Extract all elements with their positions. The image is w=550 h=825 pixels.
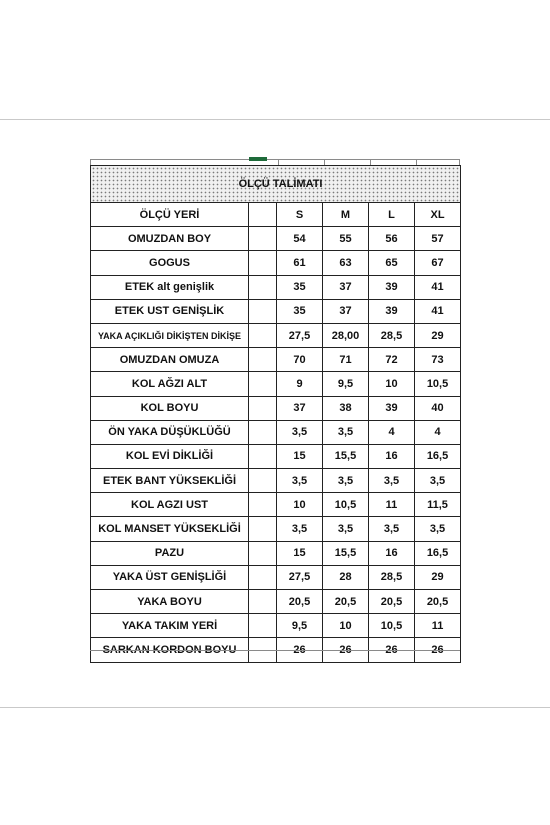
value-cell-s: 15: [277, 541, 323, 565]
measurement-label: ETEK alt genişlik: [91, 275, 249, 299]
value-cell-xl: 11,5: [415, 493, 461, 517]
table-row: [91, 590, 461, 614]
gap-cell: [249, 299, 277, 323]
value-cell-xl: 41: [415, 299, 461, 323]
value-cell-l: 28,5: [369, 323, 415, 347]
value-cell-l: 20,5: [369, 590, 415, 614]
value-cell-m: 71: [323, 348, 369, 372]
value-cell-xl: 67: [415, 251, 461, 275]
value-cell-s: 35: [277, 275, 323, 299]
spreadsheet-area: [90, 159, 460, 656]
measurement-label: YAKA BOYU: [91, 590, 249, 614]
value-cell-s: 3,5: [277, 517, 323, 541]
table-row: [91, 396, 461, 420]
gap-cell: [249, 493, 277, 517]
value-cell-xl: 16,5: [415, 541, 461, 565]
gap-cell: [249, 275, 277, 299]
value-cell-l: 39: [369, 299, 415, 323]
gap-cell: [249, 469, 277, 493]
table-row: [91, 251, 461, 275]
header-size-xl: XL: [415, 203, 461, 227]
value-cell-l: 10: [369, 372, 415, 396]
gap-cell: [249, 372, 277, 396]
table-title-cell: [91, 166, 461, 203]
gap-cell: [249, 444, 277, 468]
measurement-label: KOL MANSET YÜKSEKLİĞİ: [91, 517, 249, 541]
header-size-m: M: [323, 203, 369, 227]
size-chart-table: [90, 165, 461, 663]
value-cell-l: 11: [369, 493, 415, 517]
value-cell-l: 72: [369, 348, 415, 372]
value-cell-s: 54: [277, 227, 323, 251]
value-cell-m: 9,5: [323, 372, 369, 396]
value-cell-l: 3,5: [369, 517, 415, 541]
value-cell-s: 61: [277, 251, 323, 275]
value-cell-m: 63: [323, 251, 369, 275]
value-cell-xl: 73: [415, 348, 461, 372]
measurement-label: YAKA ÜST GENİŞLİĞİ: [91, 565, 249, 589]
value-cell-m: 38: [323, 396, 369, 420]
gap-cell: [249, 590, 277, 614]
gap-cell: [249, 420, 277, 444]
value-cell-m: 28: [323, 565, 369, 589]
gap-cell: [249, 251, 277, 275]
measurement-label: GOGUS: [91, 251, 249, 275]
value-cell-s: 15: [277, 444, 323, 468]
gap-cell: [249, 396, 277, 420]
value-cell-xl: 4: [415, 420, 461, 444]
measurement-label: KOL AGZI UST: [91, 493, 249, 517]
header-size-l: L: [369, 203, 415, 227]
value-cell-m: 3,5: [323, 469, 369, 493]
table-row: [91, 323, 461, 347]
value-cell-s: 20,5: [277, 590, 323, 614]
measurement-label: ETEK BANT YÜKSEKLİĞİ: [91, 469, 249, 493]
value-cell-l: 3,5: [369, 469, 415, 493]
measurement-label: KOL BOYU: [91, 396, 249, 420]
measurement-label: OMUZDAN OMUZA: [91, 348, 249, 372]
value-cell-l: 16: [369, 541, 415, 565]
table-row: [91, 541, 461, 565]
gap-cell: [249, 227, 277, 251]
gap-cell: [249, 541, 277, 565]
value-cell-l: 26: [369, 638, 415, 662]
measurement-label: YAKA AÇIKLIĞI DİKİŞTEN DİKİŞE: [91, 323, 249, 347]
measurement-label: SARKAN KORDON BOYU: [91, 638, 249, 662]
value-cell-s: 9: [277, 372, 323, 396]
value-cell-s: 3,5: [277, 469, 323, 493]
table-row: [91, 275, 461, 299]
value-cell-s: 35: [277, 299, 323, 323]
header-label: ÖLÇÜ YERİ: [91, 203, 249, 227]
table-row: [91, 372, 461, 396]
measurement-label: ETEK UST GENİŞLİK: [91, 299, 249, 323]
gap-cell: [249, 348, 277, 372]
value-cell-m: 55: [323, 227, 369, 251]
value-cell-xl: 40: [415, 396, 461, 420]
value-cell-l: 65: [369, 251, 415, 275]
selected-column-marker: [249, 157, 267, 161]
measurement-label: OMUZDAN BOY: [91, 227, 249, 251]
value-cell-m: 26: [323, 638, 369, 662]
value-cell-s: 26: [277, 638, 323, 662]
measurement-label: PAZU: [91, 541, 249, 565]
value-cell-xl: 41: [415, 275, 461, 299]
value-cell-s: 27,5: [277, 565, 323, 589]
measurement-label: KOL EVİ DİKLİĞİ: [91, 444, 249, 468]
value-cell-m: 3,5: [323, 420, 369, 444]
value-cell-s: 70: [277, 348, 323, 372]
table-row: [91, 348, 461, 372]
table-title: ÖLÇÜ TALİMATI: [238, 178, 323, 190]
measurement-label: ÖN YAKA DÜŞÜKLÜĞÜ: [91, 420, 249, 444]
value-cell-xl: 29: [415, 565, 461, 589]
value-cell-xl: 3,5: [415, 469, 461, 493]
value-cell-xl: 57: [415, 227, 461, 251]
gap-cell: [249, 517, 277, 541]
value-cell-m: 10,5: [323, 493, 369, 517]
value-cell-m: 20,5: [323, 590, 369, 614]
gap-cell: [249, 565, 277, 589]
measurement-label: YAKA TAKIM YERİ: [91, 614, 249, 638]
table-row: [91, 493, 461, 517]
table-bottom-rule: [90, 650, 460, 653]
value-cell-s: 3,5: [277, 420, 323, 444]
header-row: [91, 203, 461, 227]
table-row: [91, 565, 461, 589]
value-cell-xl: 11: [415, 614, 461, 638]
table-row: [91, 444, 461, 468]
value-cell-l: 16: [369, 444, 415, 468]
value-cell-xl: 26: [415, 638, 461, 662]
table-row: [91, 517, 461, 541]
value-cell-m: 15,5: [323, 444, 369, 468]
value-cell-s: 9,5: [277, 614, 323, 638]
value-cell-xl: 29: [415, 323, 461, 347]
value-cell-l: 39: [369, 396, 415, 420]
table-row: [91, 299, 461, 323]
value-cell-l: 28,5: [369, 565, 415, 589]
value-cell-l: 39: [369, 275, 415, 299]
value-cell-m: 37: [323, 275, 369, 299]
value-cell-l: 4: [369, 420, 415, 444]
value-cell-s: 27,5: [277, 323, 323, 347]
value-cell-m: 28,00: [323, 323, 369, 347]
value-cell-xl: 20,5: [415, 590, 461, 614]
value-cell-xl: 16,5: [415, 444, 461, 468]
table-row: [91, 420, 461, 444]
table-row: [91, 614, 461, 638]
value-cell-xl: 10,5: [415, 372, 461, 396]
value-cell-l: 10,5: [369, 614, 415, 638]
value-cell-s: 37: [277, 396, 323, 420]
table-row: [91, 469, 461, 493]
value-cell-m: 3,5: [323, 517, 369, 541]
value-cell-m: 10: [323, 614, 369, 638]
header-size-s: S: [277, 203, 323, 227]
value-cell-m: 37: [323, 299, 369, 323]
value-cell-m: 15,5: [323, 541, 369, 565]
value-cell-xl: 3,5: [415, 517, 461, 541]
title-row: [91, 166, 461, 203]
table-row: [91, 227, 461, 251]
gap-cell: [249, 614, 277, 638]
gap-cell: [249, 323, 277, 347]
header-gap-cell: [249, 203, 277, 227]
measurement-label: KOL AĞZI ALT: [91, 372, 249, 396]
value-cell-s: 10: [277, 493, 323, 517]
value-cell-l: 56: [369, 227, 415, 251]
